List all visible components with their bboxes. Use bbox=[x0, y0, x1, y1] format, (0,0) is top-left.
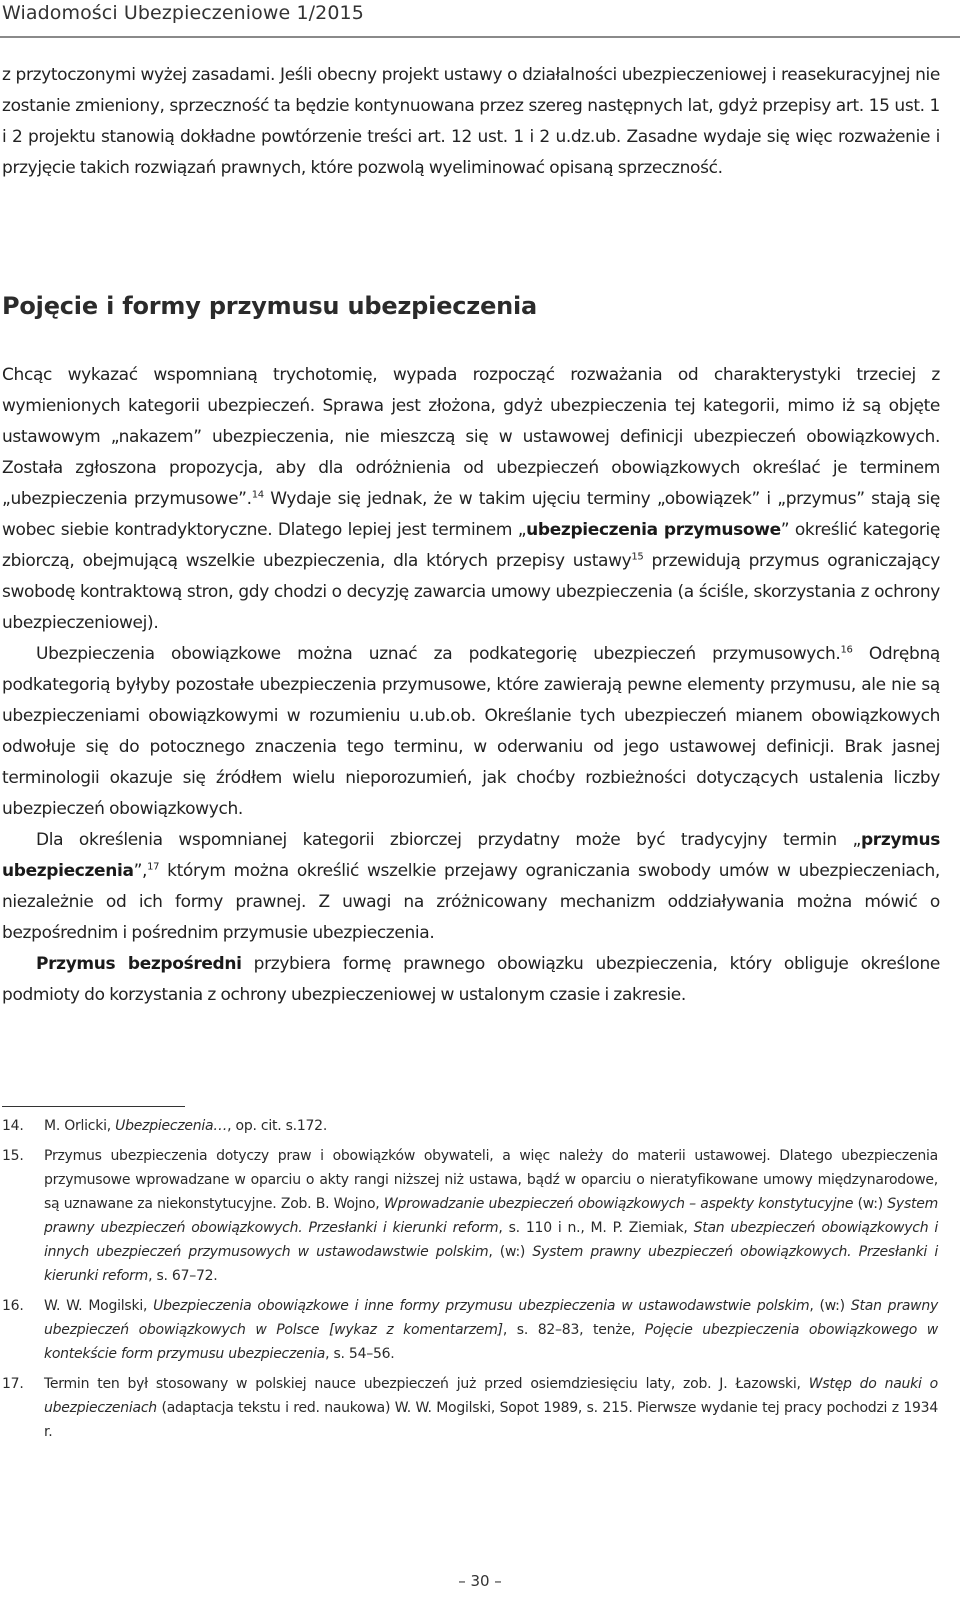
intro-text: z przytoczonymi wyżej zasadami. Jeśli obecny projekt ustawy o działalności ubezpieczeniowej i reasekuracyjnej nie zostanie zmieniony, sprzeczność ta będzie kontynuowana przez szereg następnych lat, gdyż przepisy art. 15 ust. 1 i 2 projektu stanowią dokładne powtórzenie treści art. 12 ust. 1 i 2 u.dz.ub. Zasadne wydaje się więc rozważenie i przyjęcie takich rozwiązań prawnych, które pozwolą wyeliminować opisaną sprzeczność. bbox=[2, 65, 940, 178]
footnote-number: 16. bbox=[2, 1298, 24, 1314]
fn15-text-3: , s. 110 i n., M. P. Ziemiak, bbox=[498, 1220, 694, 1236]
footnote-body bbox=[44, 1376, 938, 1440]
fn14-text-1: M. Orlicki, bbox=[44, 1118, 116, 1134]
paragraph-1 bbox=[2, 360, 940, 639]
fn15-text-1: Przymus ubezpieczenia dotyczy praw i obowiązków obywateli, a więc należy do materii ustawowej. Dlatego ubezpieczenia przymusowe wprowadzane w oparciu o akty rangi niższej niż ustawa, bądź w oparciu o nieratyfikowane umowy międzynarodowe, są uznawane za niekonstytucyjne. Zob. B. Wojno, bbox=[44, 1148, 938, 1212]
footnote-14 bbox=[2, 1114, 938, 1138]
footnote-number: 17. bbox=[2, 1376, 24, 1392]
fn16-text-2: , (w:) bbox=[809, 1298, 851, 1314]
fn16-title-2: Stan prawny ubezpieczeń obowiązkowych w Polsce [wykaz z komentarzem] bbox=[44, 1298, 939, 1338]
paragraph-3 bbox=[2, 825, 940, 949]
fn16-text-3: , s. 82–83, tenże, bbox=[502, 1322, 645, 1338]
footnote-ref-16[interactable]: 16 bbox=[840, 644, 853, 656]
fn15-text-5: , s. 67–72. bbox=[148, 1268, 218, 1284]
footnote-number: 15. bbox=[2, 1148, 24, 1164]
paragraph-2 bbox=[2, 639, 940, 825]
page-number: – 30 – bbox=[458, 1572, 502, 1590]
footnote-body bbox=[44, 1118, 327, 1134]
fn17-title-1: Wstęp do nauki o ubezpieczeniach bbox=[44, 1376, 938, 1416]
fn16-title-1: Ubezpieczenia obowiązkowe i inne formy przymusu ubezpieczenia w ustawodawstwie polskim bbox=[153, 1298, 810, 1314]
footnote-number: 14. bbox=[2, 1118, 24, 1134]
section-heading: Pojęcie i formy przymusu ubezpieczenia bbox=[2, 292, 538, 320]
fn15-text-2: (w:) bbox=[853, 1196, 888, 1212]
footnote-ref-17[interactable]: 17 bbox=[147, 861, 160, 873]
p1-text-b: Wydaje się jednak, że w takim ujęciu terminy „obowiązek” i „przymus” stają się wobec siebie kontradyktoryczne. Dlatego lepiej jest terminem „ bbox=[2, 489, 940, 540]
term-ubezpieczenia-przymusowe: ubezpieczenia przymusowe bbox=[526, 520, 781, 540]
p4-text-a: przybiera formę prawnego obowiązku ubezpieczenia, który obliguje określone podmioty do korzystania z ochrony ubezpieczeniowej w ustalonym czasie i zakresie. bbox=[2, 954, 940, 1005]
paragraph-4 bbox=[2, 949, 940, 1011]
footnotes bbox=[2, 1114, 938, 1450]
section-body bbox=[2, 360, 940, 1011]
fn16-text-4: , s. 54–56. bbox=[325, 1346, 395, 1362]
footnote-16 bbox=[2, 1294, 938, 1366]
fn15-text-4: , (w:) bbox=[488, 1244, 533, 1260]
p2-text-b: Odrębną podkategorią byłyby pozostałe ubezpieczenia przymusowe, które zawierają pewne elementy przymusu, ale nie są ubezpieczeniami obowiązkowymi w rozumieniu u.ub.ob. Określanie tych ubezpieczeń mianem obowiązkowych odwołuje się do potocznego znaczenia tego terminu, w oderwaniu od jego ustawowej definicji. Brak jasnej terminologii okazuje się źródłem wielu nieporozumień, jak choćby rozbieżności dotyczących ustalenia liczby ubezpieczeń obowiązkowych. bbox=[2, 644, 940, 819]
term-przymus-bezposredni: Przymus bezpośredni bbox=[36, 954, 242, 974]
p1-text-c: ” określić kategorię zbiorczą, obejmującą wszelkie ubezpieczenia, dla których przepisy ustawy bbox=[2, 520, 940, 571]
fn16-text-1: W. W. Mogilski, bbox=[44, 1298, 154, 1314]
footnote-ref-14[interactable]: 14 bbox=[251, 489, 264, 501]
fn16-title-3: Pojęcie ubezpieczenia obowiązkowego w kontekście form przymusu ubezpieczenia bbox=[44, 1322, 938, 1362]
fn14-text-2: , op. cit. s.172. bbox=[227, 1118, 328, 1134]
p3-text-a: Dla określenia wspomnianej kategorii zbiorczej przydatny może być tradycyjny termin „ bbox=[36, 830, 861, 850]
p3-text-b: ”, bbox=[133, 861, 148, 881]
footnote-ref-15[interactable]: 15 bbox=[631, 551, 644, 563]
fn15-title-2: System prawny ubezpieczeń obowiązkowych. Przesłanki i kierunki reform bbox=[44, 1196, 938, 1236]
footnote-divider bbox=[2, 1106, 185, 1107]
fn17-text-2: (adaptacja tekstu i red. naukowa) W. W. Mogilski, Sopot 1989, s. 215. Pierwsze wydanie tej pracy pochodzi z 1934 r. bbox=[44, 1400, 938, 1440]
fn17-text-1: Termin ten był stosowany w polskiej nauce ubezpieczeń już przed osiemdziesięciu laty, zob. J. Łazowski, bbox=[44, 1376, 809, 1392]
footnote-17 bbox=[2, 1372, 938, 1444]
p1-text-d: przewidują przymus ograniczający swobodę kontraktową stron, gdy chodzi o decyzję zawarcia umowy ubezpieczenia (a ściśle, skorzystania z ochrony ubezpieczeniowej). bbox=[2, 551, 940, 633]
footnote-15 bbox=[2, 1144, 938, 1288]
page-header bbox=[0, 0, 960, 38]
p2-text-a: Ubezpieczenia obowiązkowe można uznać za podkategorię ubezpieczeń przymusowych. bbox=[36, 644, 841, 664]
fn15-title-1: Wprowadzanie ubezpieczeń obowiązkowych – aspekty konstytucyjne bbox=[383, 1196, 854, 1212]
p1-text-a: Chcąc wykazać wspomnianą trychotomię, wypada rozpocząć rozważania od charakterystyki trzeciej z wymienionych kategorii ubezpieczeń. Sprawa jest złożona, gdyż ubezpieczenia tej kategorii, mimo iż są objęte ustawowym „nakazem” ubezpieczenia, nie mieszczą się w ustawowej definicji ubezpieczeń obowiązkowych. Została zgłoszona propozycja, aby dla odróżnienia od ubezpieczeń obowiązkowych określać je terminem „ubezpieczenia przymusowe”. bbox=[2, 365, 940, 509]
journal-title: Wiadomości Ubezpieczeniowe 1/2015 bbox=[2, 2, 364, 24]
p3-text-c: którym można określić wszelkie przejawy ograniczania swobody umów w ubezpieczeniach, niezależnie od ich formy prawnej. Z uwagi na zróżnicowany mechanizm oddziaływania można mówić o bezpośrednim i pośrednim przymusie ubezpieczenia. bbox=[2, 861, 940, 943]
footnote-body bbox=[44, 1298, 938, 1362]
term-przymus-ubezpieczenia: przymus ubezpieczenia bbox=[2, 830, 940, 881]
fn15-title-4: System prawny ubezpieczeń obowiązkowych. Przesłanki i kierunki reform bbox=[44, 1244, 938, 1284]
footnote-body bbox=[44, 1148, 938, 1284]
fn15-title-3: Stan ubezpieczeń obowiązkowych i innych ubezpieczeń przymusowych w ustawodawstwie polskim bbox=[44, 1220, 938, 1260]
fn14-title-1: Ubezpieczenia… bbox=[115, 1118, 228, 1134]
intro-paragraph bbox=[2, 60, 940, 184]
